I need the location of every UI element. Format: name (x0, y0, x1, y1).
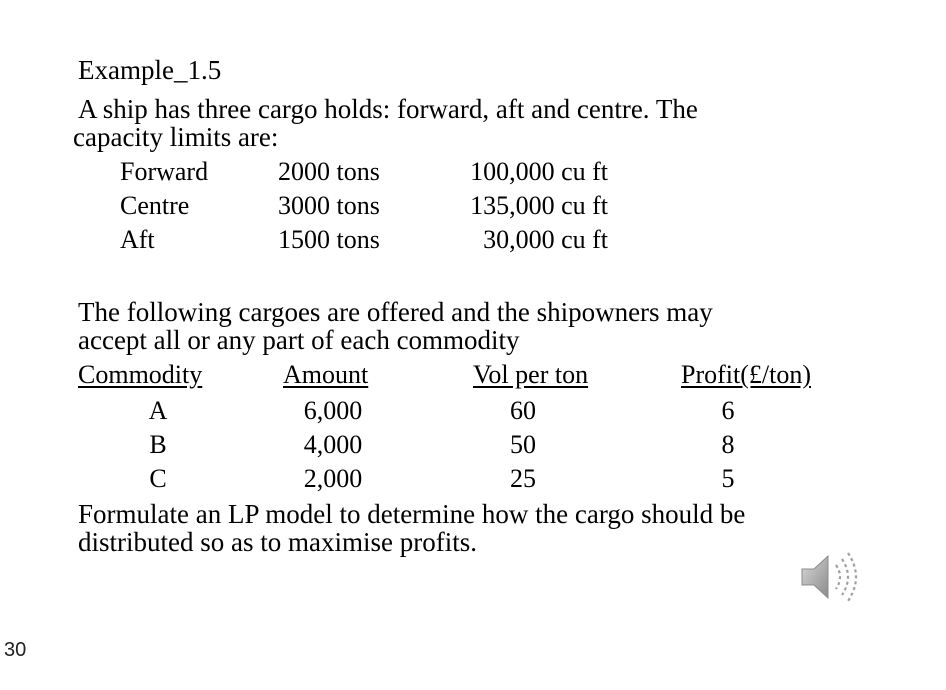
cargo-table-header (78, 360, 838, 396)
hold-weight-limit: 1500 tons (278, 225, 380, 254)
cell-commodity: B (149, 430, 167, 459)
cell-profit: 5 (721, 464, 735, 493)
cell-amount: 6,000 (303, 396, 363, 425)
hold-name: Forward (120, 157, 209, 186)
example-title: Example_1.5 (78, 55, 222, 85)
header-vol-per-ton: Vol per ton (473, 360, 589, 389)
cell-amount: 4,000 (303, 430, 363, 459)
offer-paragraph (78, 298, 713, 354)
header-amount: Amount (283, 360, 369, 389)
hold-volume-limit: 30,000 cu ft (483, 225, 608, 254)
hold-volume-limit: 135,000 cu ft (470, 191, 608, 220)
cell-vol-per-ton: 25 (510, 464, 536, 493)
task-line-2: distributed so as to maximise profits. (78, 527, 477, 557)
hold-name: Aft (120, 225, 155, 254)
intro-paragraph (73, 94, 698, 152)
offer-line-2: accept all or any part of each commodity (78, 325, 520, 355)
hold-row (120, 191, 620, 225)
table-row (78, 430, 838, 464)
cell-vol-per-ton: 50 (510, 430, 536, 459)
task-paragraph (78, 500, 745, 556)
speaker-icon-graphic (798, 549, 864, 605)
cell-profit: 8 (721, 430, 735, 459)
intro-line-2: capacity limits are: (73, 122, 279, 152)
table-row (78, 396, 838, 430)
offer-line-1: The following cargoes are offered and the shipowners may (78, 297, 713, 327)
hold-weight-limit: 3000 tons (278, 191, 380, 220)
cell-amount: 2,000 (303, 464, 363, 493)
cell-vol-per-ton: 60 (510, 396, 536, 425)
speaker-icon[interactable] (798, 549, 864, 605)
hold-volume-limit: 100,000 cu ft (470, 157, 608, 186)
hold-capacity-table (120, 157, 620, 259)
cargo-table (78, 360, 838, 498)
header-commodity: Commodity (78, 360, 203, 389)
header-profit: Profit(£/ton) (681, 360, 811, 389)
hold-row (120, 225, 620, 259)
table-row (78, 464, 838, 498)
hold-row (120, 157, 620, 191)
cell-commodity: A (148, 396, 168, 425)
cell-profit: 6 (721, 396, 735, 425)
slide-number: 30 (4, 639, 27, 661)
task-line-1: Formulate an LP model to determine how the cargo should be (78, 499, 746, 529)
hold-name: Centre (120, 191, 190, 220)
cell-commodity: C (149, 464, 167, 493)
intro-line-1: A ship has three cargo holds: forward, aft and centre. The (78, 94, 698, 124)
hold-weight-limit: 2000 tons (278, 157, 380, 186)
